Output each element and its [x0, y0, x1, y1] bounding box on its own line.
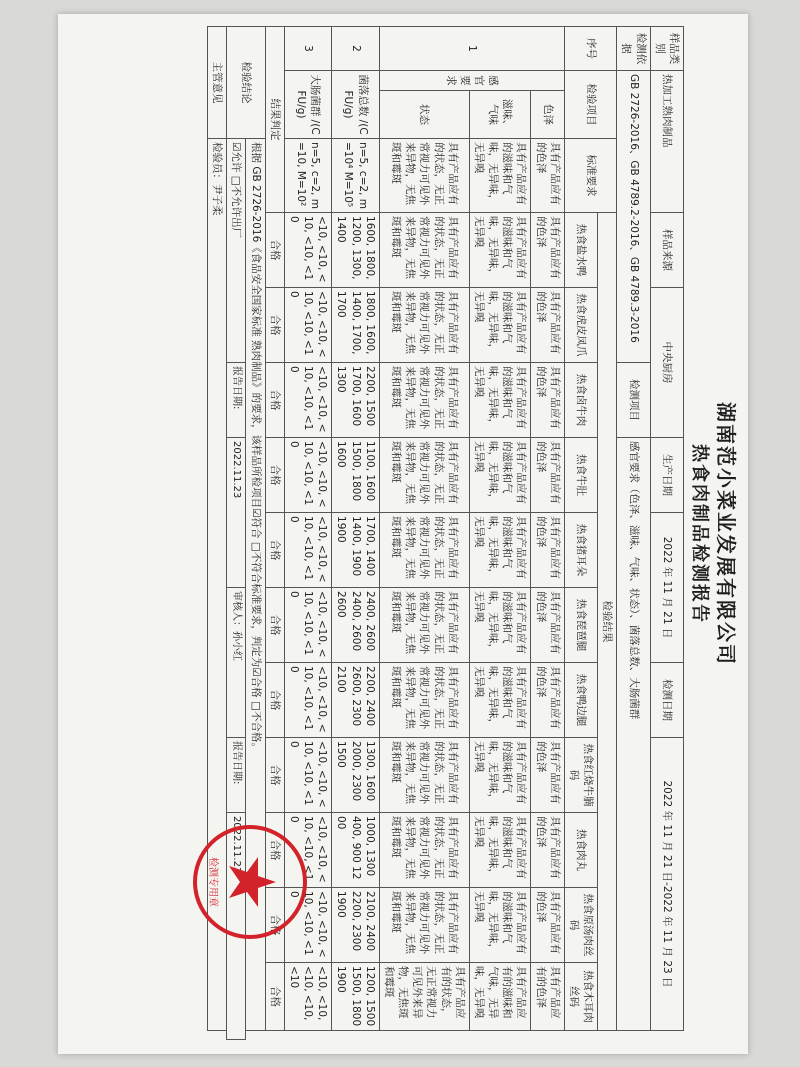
color-result: 具有产品应有的色泽	[531, 813, 564, 888]
coliform-result: <10, <10, <10, <10, <10	[284, 513, 332, 588]
taste-result: 具有产品应有的滋味和气味，无异味，无异嗅	[469, 963, 531, 1031]
state-row	[379, 27, 469, 1040]
report-date-2: 2022.11.23	[227, 813, 246, 1040]
seq-2: 2	[332, 27, 380, 71]
product-name: 热食盐水鸭	[564, 213, 597, 288]
taste-standard: 具有产品应有的滋味和气味，无异味，无异嗅	[469, 139, 531, 213]
state-result: 具有产品应有的状态，无正常视力可见外来异物，无焦斑和霉斑	[379, 213, 469, 288]
state-result: 具有产品应有的状态，无正常视力可见外来异物，无焦斑和霉斑	[379, 588, 469, 663]
col-seq: 序号	[564, 27, 617, 71]
taste-row	[469, 27, 531, 1040]
state-standard: 具有产品应有的状态，无正常视力可见外来异物，无焦斑和霉斑	[379, 139, 469, 213]
apc-result: 1600, 1800, 1200, 1300, 1400	[332, 213, 380, 288]
apc-result: 1700, 1400 1400, 1900 1900	[332, 513, 380, 588]
product-name: 热食原汤肉丝码	[564, 888, 597, 963]
production-date: 2022 年 11 月 21 日	[650, 513, 683, 663]
product-name: 热食牛肚	[564, 438, 597, 513]
product-name: 热食虎皮凤爪	[564, 288, 597, 363]
color-result: 具有产品应有的色泽	[531, 963, 564, 1031]
conclusion-label: 检验结论	[227, 27, 265, 139]
sample-source-label: 样品来源	[650, 213, 683, 288]
production-date-label: 生产日期	[650, 438, 683, 513]
verdict: 合格	[265, 513, 284, 588]
apc-result: 2100, 2400 2200, 2300 1900	[332, 888, 380, 963]
report-date-label-2: 报告日期:	[227, 738, 246, 813]
color-label: 色泽	[531, 91, 564, 139]
apc-result: 2200, 1500 1700, 1600 1300	[332, 363, 380, 438]
header-row-2	[617, 27, 650, 1040]
release-status: ☑允许 □不允许出厂	[227, 139, 246, 363]
verdict: 合格	[265, 663, 284, 738]
color-standard: 具有产品应有的色泽	[531, 139, 564, 213]
product-name: 热食琵琶腿	[564, 588, 597, 663]
color-row	[531, 27, 564, 1040]
state-result: 具有产品应有的状态，无正常视力可见外来异物，无焦斑和霉斑	[379, 513, 469, 588]
seq-3: 3	[284, 27, 332, 71]
report-sheet	[58, 14, 748, 1054]
basis: GB 2726-2016、GB 4789.2-2016、GB 4789.3-2016	[617, 71, 650, 363]
basis-label: 检测依据	[617, 27, 650, 71]
color-result: 具有产品应有的色泽	[531, 288, 564, 363]
product-name: 热食肉丸	[564, 813, 597, 888]
seq-1: 1	[379, 27, 564, 71]
svg-text:检测专用章: 检测专用章	[207, 857, 218, 907]
taste-result: 具有产品应有的滋味和气味，无异味，无异嗅	[469, 438, 531, 513]
col-item: 检验项目	[564, 71, 617, 139]
state-result: 具有产品应有的状态，无正常视力可见外来异物，无焦斑和霉斑	[379, 813, 469, 888]
taste-result: 具有产品应有的滋味和气味，无异味，无异嗅	[469, 663, 531, 738]
supervisor-label: 主管意见	[208, 27, 227, 139]
taste-result: 具有产品应有的滋味和气味，无异味，无异嗅	[469, 813, 531, 888]
apc-result: 1800, 1600, 1400, 1700, 1700	[332, 288, 380, 363]
color-result: 具有产品应有的色泽	[531, 513, 564, 588]
verdict: 合格	[265, 588, 284, 663]
verdict: 合格	[265, 738, 284, 813]
apc-result: 1100, 1600 1500, 1800 1600	[332, 438, 380, 513]
taste-result: 具有产品应有的滋味和气味，无异味，无异嗅	[469, 363, 531, 438]
report-title: 热食肉制品检测报告	[689, 444, 710, 624]
apc-label: 菌落总数 /(CFU/g)	[332, 71, 380, 139]
coliform-standard: n=5, c=2, m=10, M=10²	[284, 139, 332, 213]
verdict: 合格	[265, 363, 284, 438]
report-date: 2022.11.23	[227, 438, 246, 588]
verdict: 合格	[265, 963, 284, 1031]
taste-result: 具有产品应有的滋味和气味，无异味，无异嗅	[469, 213, 531, 288]
state-result: 具有产品应有的状态，无正常视力可见外来异物，无焦斑和霉斑	[379, 363, 469, 438]
color-result: 具有产品应有的色泽	[531, 438, 564, 513]
taste-result: 具有产品应有的滋味和气味，无异味，无异嗅	[469, 288, 531, 363]
color-result: 具有产品应有的色泽	[531, 888, 564, 963]
coliform-result: <10, <10, <10, <10, <10	[284, 438, 332, 513]
state-result: 具有产品应有的状态，无正常视力可见外来异物，无焦斑和霉斑	[379, 738, 469, 813]
header-row-1	[650, 27, 683, 1040]
items-label: 检测项目	[617, 363, 650, 438]
sensory-label: 感官要求	[379, 71, 564, 91]
coliform-result: <10, <10, <10, <10, <10	[284, 363, 332, 438]
report-date-label: 报告日期:	[227, 363, 246, 438]
verdict: 合格	[265, 813, 284, 888]
sample-source: 中央厨房	[650, 288, 683, 438]
verdict: 合格	[265, 288, 284, 363]
state-result: 具有产品应有的状态，无正常视力可见外来异物，无焦斑和霉斑	[379, 888, 469, 963]
sample-type: 热加工熟肉制品	[650, 71, 683, 213]
col-standard: 标准要求	[564, 139, 617, 213]
verdict: 合格	[265, 438, 284, 513]
color-result: 具有产品应有的色泽	[531, 588, 564, 663]
state-result: 具有产品应有的状态，无正常视力可见外来异物，无焦斑和霉斑	[379, 663, 469, 738]
coliform-result: <10, <10, <10, <10, <10	[284, 213, 332, 288]
product-name: 热食猪耳朵	[564, 513, 597, 588]
coliform-result: <10, <10, <10, <10, <10	[284, 588, 332, 663]
report-paper	[58, 14, 748, 1054]
coliform-result: <10, <10, <10, <10, <10	[284, 663, 332, 738]
state-result: 具有产品应有的状态，无正常视力可见外来异物，无焦斑和霉斑	[379, 288, 469, 363]
color-result: 具有产品应有的色泽	[531, 363, 564, 438]
product-name: 热食鸭边腿	[564, 663, 597, 738]
apc-result: 2200, 2400 2600, 2300 2100	[332, 663, 380, 738]
product-name: 热食卤牛肉	[564, 363, 597, 438]
taste-result: 具有产品应有的滋味和气味，无异味，无异嗅	[469, 513, 531, 588]
sample-type-label: 样品类别	[650, 27, 683, 71]
product-name: 热食木耳肉丝码	[564, 963, 597, 1031]
apc-standard: n=5, c=2, m=10⁴ M=10⁵	[332, 139, 380, 213]
color-result: 具有产品应有的色泽	[531, 663, 564, 738]
taste-result: 具有产品应有的滋味和气味，无异味，无异嗅	[469, 738, 531, 813]
coliform-result: <10, <10, <10, <10, <10	[284, 738, 332, 813]
inspector: 检验员：尹子柔	[208, 139, 227, 1031]
product-name: 热食红烧牛腩码	[564, 738, 597, 813]
taste-label: 滋味、气味	[469, 91, 531, 139]
inspection-date: 2022 年 11 月 21 日-2022 年 11 月 23 日	[650, 738, 683, 1031]
verdict-label: 结果判定	[265, 27, 284, 213]
reviewer: 审核人：孙小红	[227, 588, 246, 738]
coliform-result: <10, <10, <10, <10, <10	[284, 813, 332, 888]
taste-result: 具有产品应有的滋味和气味，无异味，无异嗅	[469, 888, 531, 963]
state-label: 状态	[379, 91, 469, 139]
taste-result: 具有产品应有的滋味和气味，无异味，无异嗅	[469, 588, 531, 663]
items: 感官要求（色泽、滋味、气味、状态）、菌落总数、大肠菌群	[617, 438, 650, 1031]
coliform-label: 大肠菌群 /(CFU/g)	[284, 71, 332, 139]
coliform-result: <10, <10, <10, <10, <10	[284, 288, 332, 363]
verdict: 合格	[265, 213, 284, 288]
coliform-result: <10, <10, <10, <10, <10	[284, 963, 332, 1031]
verdict: 合格	[265, 888, 284, 963]
state-result: 具有产品应有的状态，无正常视力可见外来异物，无焦斑和霉斑	[379, 438, 469, 513]
conclusion-text: 根据 GB 2726-2016《食品安全国家标准 熟肉制品》的要求，该样品所检项目☑符合 □不符合标准要求，判定为☑合格 □不合格。	[246, 139, 265, 1031]
apc-result: 1000, 1300 400, 900 1200	[332, 813, 380, 888]
coliform-result: <10, <10, <10, <10, <10	[284, 888, 332, 963]
column-group-row	[598, 27, 617, 1040]
apc-result: 1200, 1500 1500, 1800 1900	[332, 963, 380, 1031]
apc-result: 1300, 1600 2000, 2300 1500	[332, 738, 380, 813]
official-stamp	[190, 822, 310, 942]
col-results: 检验结果	[598, 213, 617, 1031]
apc-row	[332, 27, 380, 1040]
color-result: 具有产品应有的色泽	[531, 213, 564, 288]
company-title: 湖南范小菜业发展有限公司	[714, 402, 738, 666]
apc-result: 2400, 2600 2400, 2600 2600	[332, 588, 380, 663]
color-result: 具有产品应有的色泽	[531, 738, 564, 813]
inspection-date-label: 检测日期	[650, 663, 683, 738]
state-result: 具有产品应有的状态，无正常视力可见外来异物，无焦斑和霉斑	[379, 963, 469, 1031]
